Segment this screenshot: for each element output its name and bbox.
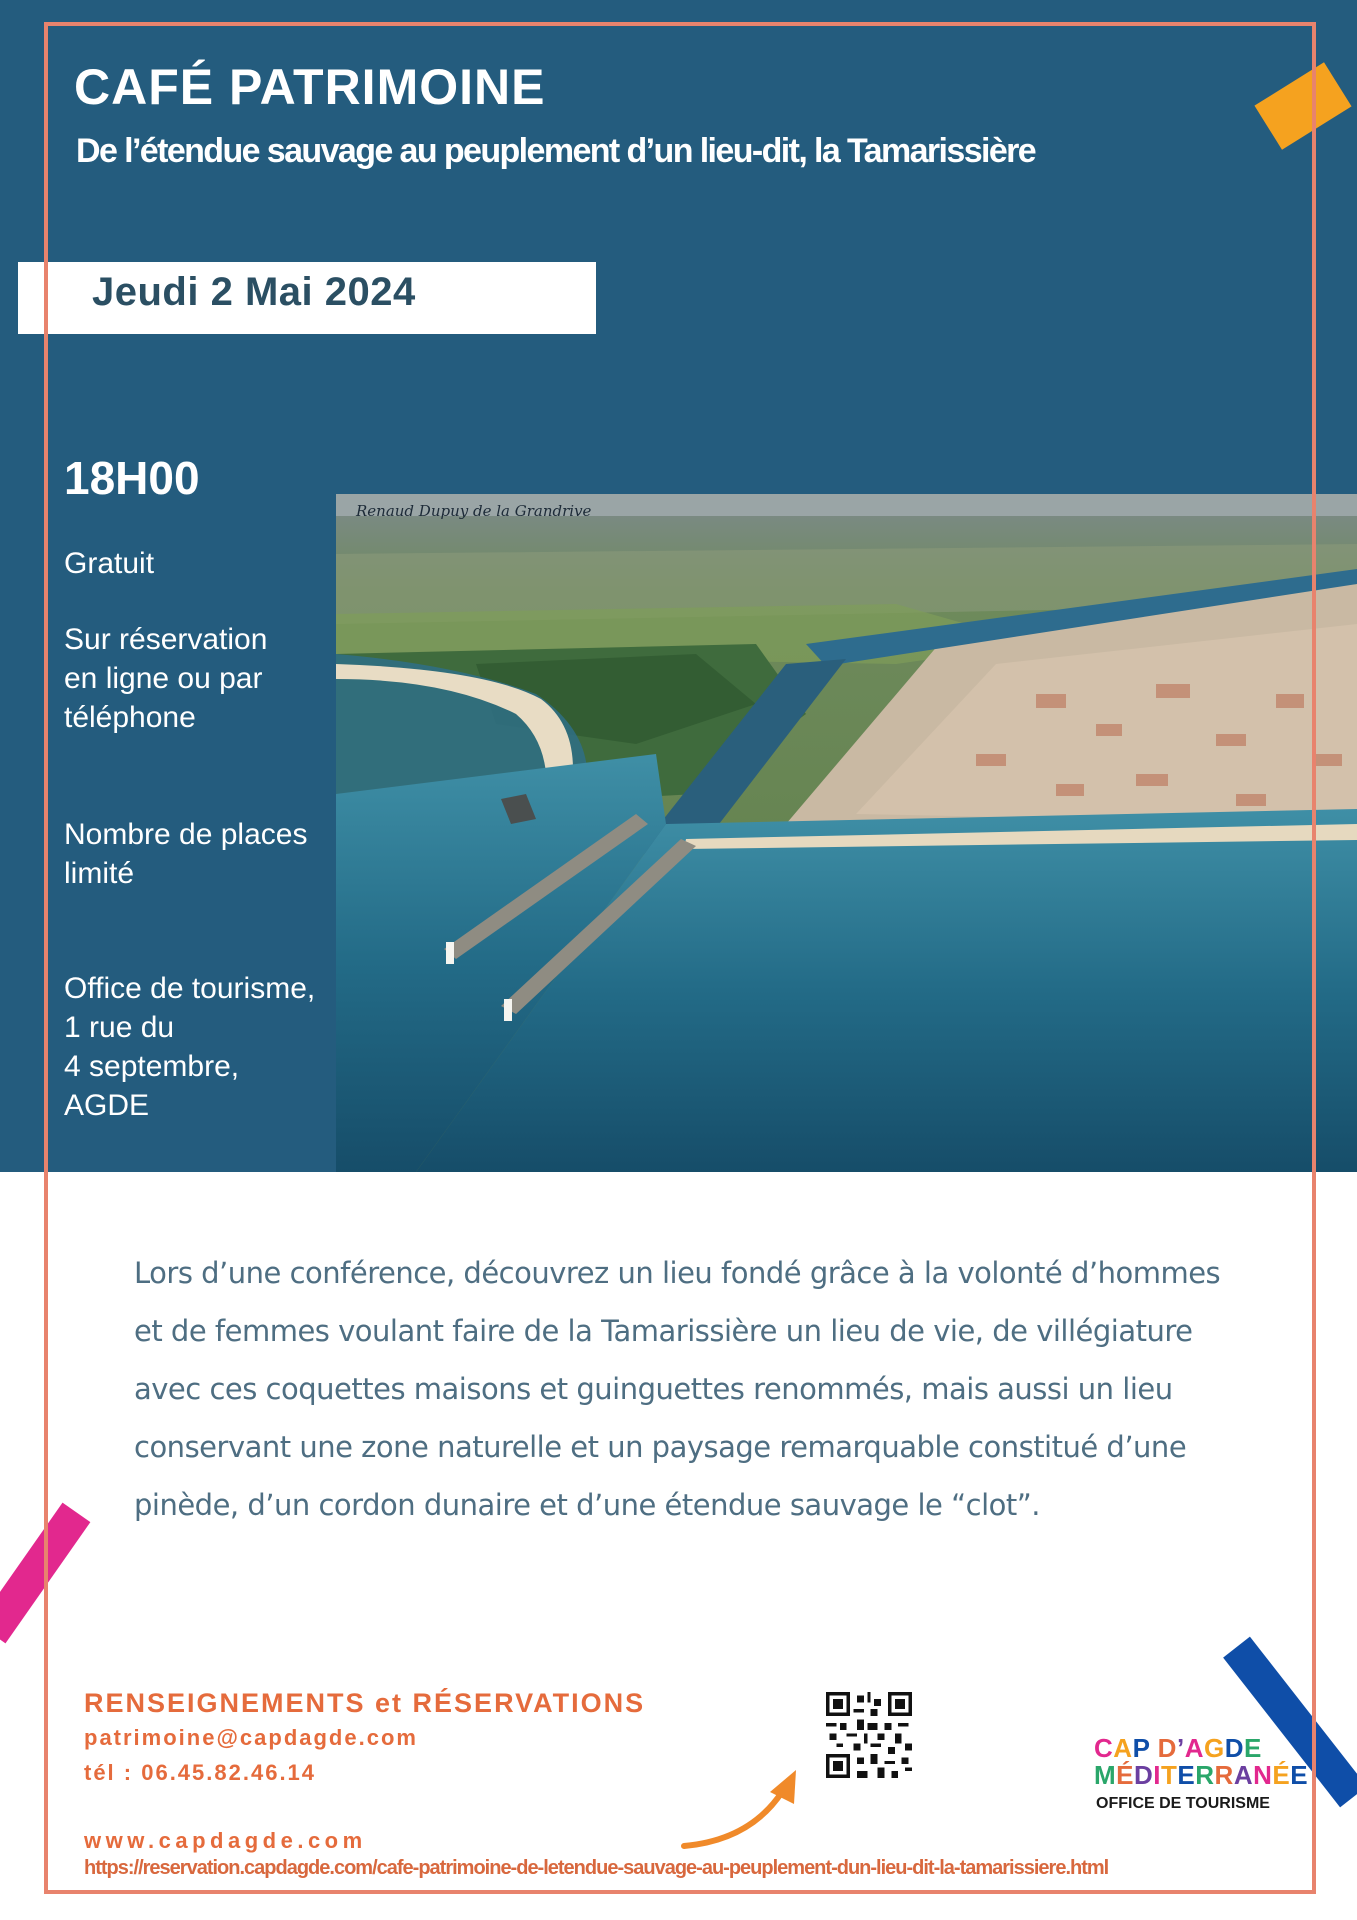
address-line: 4 septembre, [64, 1050, 240, 1083]
logo-letter: D [1224, 1733, 1244, 1763]
logo-letter: É [1116, 1760, 1135, 1790]
event-time: 18H00 [64, 452, 200, 504]
logo-letter: N [1253, 1760, 1273, 1790]
logo-letter: G [1203, 1733, 1225, 1763]
qr-code[interactable] [826, 1692, 912, 1778]
event-date: Jeudi 2 Mai 2024 [92, 270, 416, 314]
logo-line-cap-dagde [1094, 1735, 1304, 1762]
description-line: et de femmes voulant faire de la Tamarissière un lieu de vie, de villégiature [134, 1314, 1193, 1348]
logo-letter: I [1153, 1760, 1162, 1790]
logo-letter [1150, 1733, 1158, 1763]
logo-letter: E [1290, 1760, 1309, 1790]
logo-letter: D [1134, 1760, 1154, 1790]
photo-credit: Renaud Dupuy de la Grandrive [356, 502, 592, 520]
logo-letter: A [1113, 1733, 1133, 1763]
booking-line: en ligne ou par [64, 662, 263, 695]
logo-line-mediterranee [1094, 1760, 1309, 1790]
event-price: Gratuit [64, 547, 155, 580]
logo-letter: A [1184, 1733, 1204, 1763]
logo-letter: R [1214, 1760, 1234, 1790]
logo-letter: É [1272, 1760, 1291, 1790]
website-link[interactable]: www.capdagde.com [84, 1828, 367, 1853]
tourism-office-logo [1094, 1733, 1309, 1813]
address-line: Office de tourisme, [64, 972, 316, 1005]
booking-line: Sur réservation [64, 623, 268, 656]
contact-email-link[interactable]: patrimoine@capdagde.com [84, 1725, 418, 1750]
booking-info [64, 620, 267, 737]
logo-letter: C [1094, 1733, 1114, 1763]
logo-letter: A [1233, 1760, 1254, 1790]
aerial-photo [336, 494, 1357, 1172]
description-line: pinède, d’un cordon dunaire et d’une étendue sauvage le “clot”. [134, 1488, 1040, 1522]
description-line: conservant une zone naturelle et un paysage remarquable constitué d’une [134, 1430, 1187, 1464]
places-line: Nombre de places [64, 818, 308, 851]
address-line: AGDE [64, 1089, 150, 1122]
logo-letter: M [1094, 1760, 1117, 1790]
places-info [64, 815, 307, 893]
booking-line: téléphone [64, 701, 196, 734]
logo-letter: E [1243, 1733, 1262, 1763]
event-description [134, 1244, 1274, 1534]
places-line: limité [64, 857, 135, 890]
contact-heading: RENSEIGNEMENTS et RÉSERVATIONS [84, 1688, 646, 1718]
description-line: Lors d’une conférence, découvrez un lieu fondé grâce à la volonté d’hommes [134, 1256, 1221, 1290]
page-subtitle: De l’étendue sauvage au peuplement d’un lieu-dit, la Tamarissière [76, 132, 1036, 170]
curved-arrow-icon [680, 1762, 810, 1852]
logo-letter: P [1132, 1733, 1150, 1763]
aerial-photo-illustration [336, 494, 1357, 1172]
logo-letter: ’ [1176, 1733, 1185, 1763]
description-line: avec ces coquettes maisons et guinguettes renommés, mais aussi un lieu [134, 1372, 1173, 1406]
reservation-url-link[interactable]: https://reservation.capdagde.com/cafe-patrimoine-de-letendue-sauvage-au-peuplement-dun-lieu-dit-la-tamarissiere.html [84, 1857, 1109, 1879]
event-address [64, 969, 315, 1125]
logo-letter: E [1177, 1760, 1196, 1790]
address-line: 1 rue du [64, 1011, 175, 1044]
page-title: CAFÉ PATRIMOINE [74, 59, 546, 115]
logo-letter: D [1157, 1733, 1177, 1763]
logo-letter: T [1161, 1760, 1178, 1790]
contact-phone-link[interactable]: tél : 06.45.82.46.14 [84, 1760, 317, 1785]
pink-accent-bar [0, 1503, 90, 1644]
logo-line-office: OFFICE DE TOURISME [1096, 1795, 1270, 1812]
logo-letter: R [1195, 1760, 1215, 1790]
